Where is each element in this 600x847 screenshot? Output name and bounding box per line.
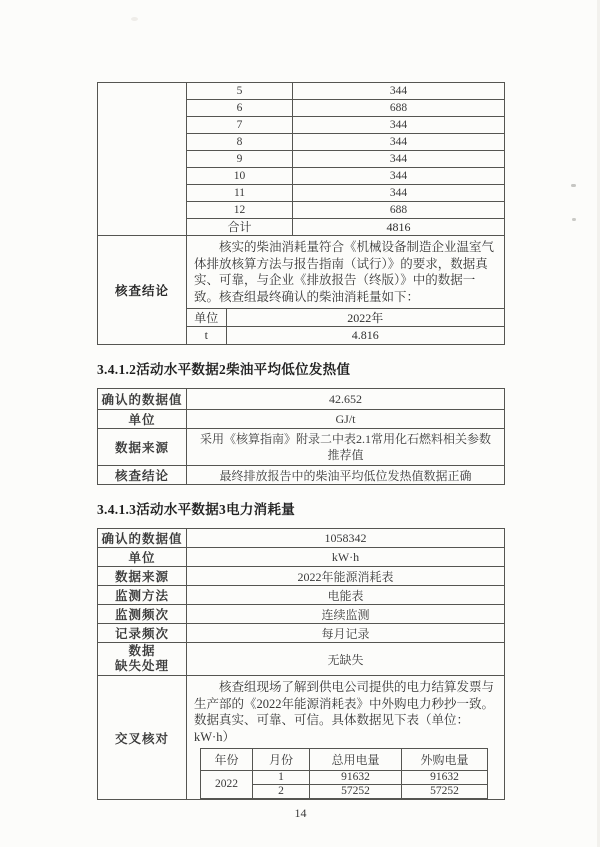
total-label-cell: 合计	[187, 219, 293, 236]
month-cell: 12	[187, 202, 293, 219]
month-cell: 7	[187, 117, 293, 134]
diesel-monthly-table	[97, 82, 505, 345]
row-label-cell: 监测方法	[98, 586, 187, 605]
missing-label-line1: 数据	[128, 644, 156, 658]
table-row	[187, 309, 504, 327]
month-cell: 8	[187, 134, 293, 151]
page-number: 14	[294, 806, 307, 820]
row-label-cell: 确认的数据值	[98, 389, 187, 410]
table-row	[98, 643, 505, 676]
unit-value-cell: t	[187, 327, 226, 345]
row-value-cell: kW·h	[187, 548, 505, 567]
electricity-table	[97, 528, 505, 800]
conclusion-content-cell	[187, 236, 505, 345]
table-row	[98, 466, 505, 485]
table-row	[98, 605, 505, 624]
year-header-cell: 2022年	[226, 309, 504, 327]
scan-speck	[571, 184, 576, 187]
section-heading-3412: 3.4.1.2活动水平数据2柴油平均低位发热值	[97, 362, 351, 377]
row-label-cell: 数据来源	[98, 567, 187, 586]
year-header-cell: 年份	[201, 749, 253, 771]
row-value-cell: 42.652	[187, 389, 505, 410]
row-label-cell: 监测频次	[98, 605, 187, 624]
purchased-power-cell: 91632	[402, 771, 488, 785]
row-label-cell: 确认的数据值	[98, 529, 187, 548]
missing-data-label-cell	[98, 643, 187, 676]
scan-speck	[131, 17, 138, 21]
year-value-cell: 4.816	[226, 327, 504, 345]
row-value-cell: 2022年能源消耗表	[187, 567, 505, 586]
page-content	[97, 82, 504, 821]
table-row	[187, 327, 504, 345]
table-row	[201, 771, 488, 785]
value-cell: 688	[293, 100, 505, 117]
table-row	[98, 624, 505, 643]
row-value-cell: 最终排放报告中的柴油平均低位发热值数据正确	[187, 466, 505, 485]
row-label-cell: 数据来源	[98, 429, 187, 466]
month-header-cell: 月份	[253, 749, 310, 771]
month-cell: 9	[187, 151, 293, 168]
cross-check-content-cell	[187, 676, 505, 800]
purchased-power-header-cell: 外购电量	[402, 749, 488, 771]
purchased-power-cell: 57252	[402, 785, 488, 799]
cross-check-paragraph: 核查组现场了解到供电公司提供的电力结算发票与生产部的《2022年能源消耗表》中外购电力秒抄一致。数据真实、可靠、可信。具体数据见下表（单位：kW·h）	[194, 680, 495, 744]
table-row	[98, 586, 505, 605]
row-value-cell: 采用《核算指南》附录二中表2.1常用化石燃料相关参数推荐值	[187, 429, 505, 466]
conclusion-row	[98, 236, 505, 345]
table-header-row	[201, 749, 488, 771]
value-cell: 344	[293, 151, 505, 168]
diesel-heating-table	[97, 388, 505, 485]
row-label-cell: 单位	[98, 548, 187, 567]
cross-check-row	[98, 676, 505, 800]
conclusion-label-cell: 核查结论	[98, 236, 187, 345]
table-row	[98, 567, 505, 586]
total-power-cell: 57252	[310, 785, 402, 799]
value-cell: 344	[293, 168, 505, 185]
table-row	[98, 410, 505, 429]
row-label-cell: 核查结论	[98, 466, 187, 485]
month-cell: 6	[187, 100, 293, 117]
value-cell: 344	[293, 185, 505, 202]
row-value-cell: 每月记录	[187, 624, 505, 643]
scan-speck	[572, 218, 576, 221]
month-cell: 10	[187, 168, 293, 185]
value-cell: 688	[293, 202, 505, 219]
unit-header-cell: 单位	[187, 309, 226, 327]
table-row	[98, 429, 505, 466]
table-row	[98, 548, 505, 567]
month-cell: 11	[187, 185, 293, 202]
row-label-cell: 单位	[98, 410, 187, 429]
conclusion-paragraph: 核实的柴油消耗量符合《机械设备制造企业温室气体排放核算方法与报告指南（试行）》的要求，数据真实、可靠，与企业《排放报告（终版）》中的数据一致。核查组最终确认的柴油消耗量如下：	[194, 240, 495, 304]
missing-label-line2: 缺失处理	[114, 659, 169, 673]
table-row	[98, 83, 505, 100]
total-value-cell: 4816	[293, 219, 505, 236]
value-cell: 344	[293, 117, 505, 134]
empty-label-cell	[98, 83, 187, 236]
value-cell: 344	[293, 83, 505, 100]
month-cell: 5	[187, 83, 293, 100]
table-row	[98, 529, 505, 548]
year-cell: 2022	[201, 771, 253, 799]
row-value-cell: GJ/t	[187, 410, 505, 429]
row-label-cell: 记录频次	[98, 624, 187, 643]
total-power-header-cell: 总用电量	[310, 749, 402, 771]
row-value-cell: 电能表	[187, 586, 505, 605]
row-value-cell: 连续监测	[187, 605, 505, 624]
total-power-cell: 91632	[310, 771, 402, 785]
row-value-cell: 1058342	[187, 529, 505, 548]
table-row	[98, 389, 505, 410]
month-cell: 1	[253, 771, 310, 785]
missing-value-cell: 无缺失	[187, 643, 505, 676]
value-cell: 344	[293, 134, 505, 151]
section-heading-3413: 3.4.1.3活动水平数据3电力消耗量	[97, 502, 296, 517]
diesel-summary-table	[187, 308, 504, 344]
electricity-cross-table	[200, 748, 488, 799]
month-cell: 2	[253, 785, 310, 799]
cross-check-label-cell: 交叉核对	[98, 676, 187, 800]
